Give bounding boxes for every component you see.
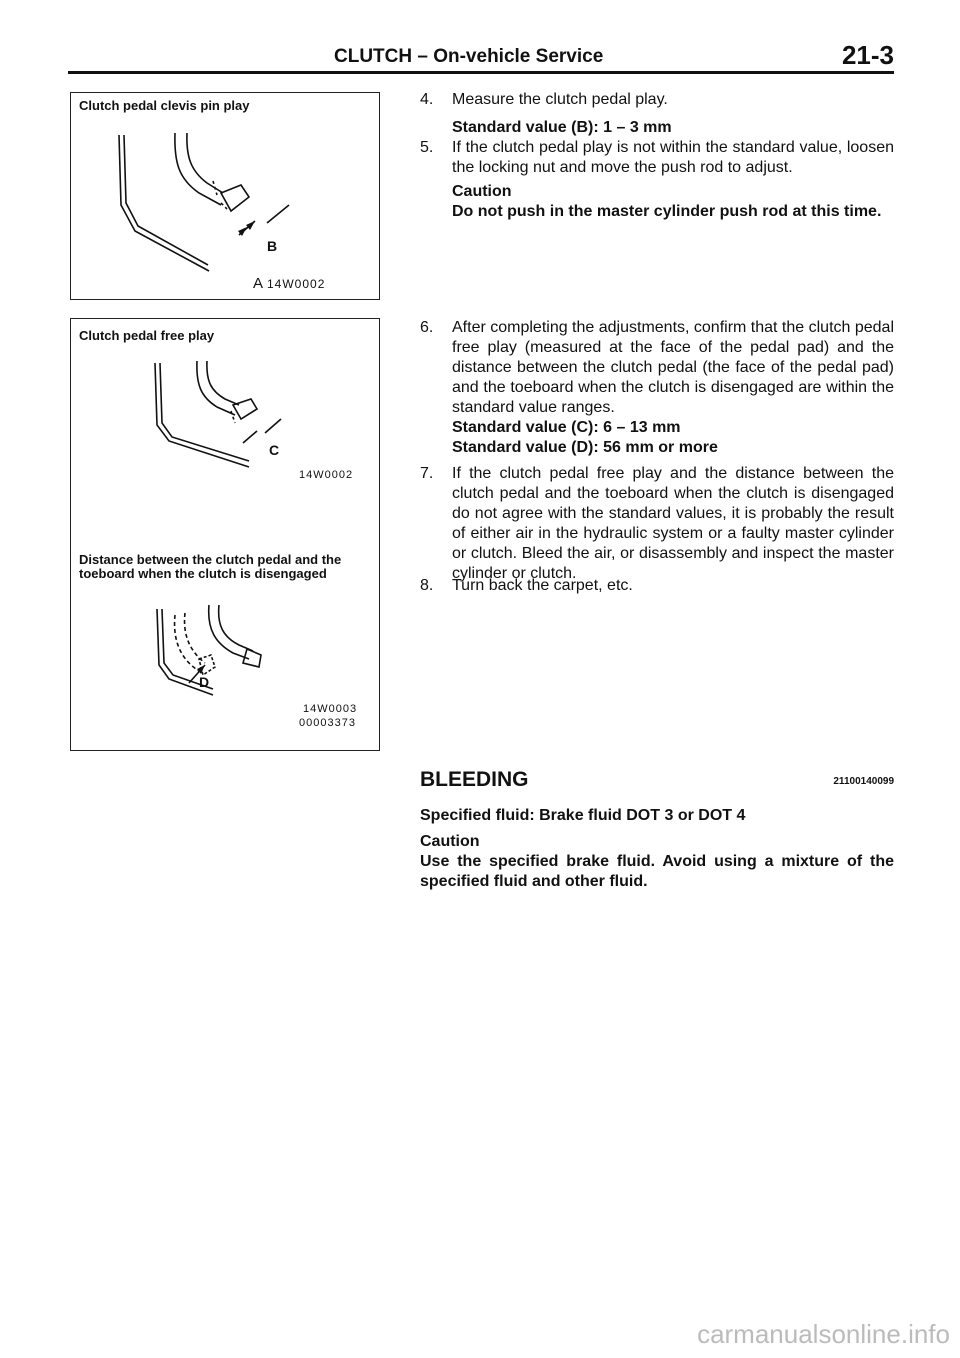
standard-value-d: Standard value (D): 56 mm or more: [452, 439, 718, 456]
caution-text: Do not push in the master cylinder push rod at this time.: [452, 203, 882, 220]
figure-code-d2: 00003373: [299, 717, 356, 729]
figure-caption-2-line2: toeboard when the clutch is disengaged: [79, 566, 327, 581]
figure-caption-2-line1: Distance between the clutch pedal and the: [79, 552, 342, 567]
figure-clevis-pin-play: [70, 92, 380, 300]
step-5: [420, 138, 894, 178]
clevis-pin-play-drawing: [71, 93, 379, 299]
step-6: [420, 318, 894, 418]
step-number: 4.: [420, 91, 434, 108]
figure-caption: Clutch pedal clevis pin play: [79, 98, 250, 113]
section-bleeding: [420, 768, 894, 890]
step-number: 6.: [420, 319, 434, 336]
figure-caption: Clutch pedal free play: [79, 328, 215, 343]
header-title: CLUTCH – On-vehicle Service: [334, 46, 604, 67]
specified-fluid: Specified fluid: Brake fluid DOT 3 or DOT 4: [420, 807, 746, 824]
step-text: If the clutch pedal play is not within the standard value, loosen the locking nut and move the push rod to adjust.: [452, 139, 894, 176]
step-number: 7.: [420, 465, 434, 482]
step-number: 8.: [420, 577, 434, 594]
step-8: [420, 576, 894, 596]
figure-code: 14W0002: [267, 277, 326, 291]
label-b: B: [267, 238, 278, 254]
step-text: Turn back the carpet, etc.: [452, 577, 633, 594]
header-rule: [68, 71, 894, 74]
watermark: carmanualsonline.info: [697, 1319, 950, 1349]
step-7: [420, 464, 894, 584]
caution-title: Caution: [452, 183, 512, 200]
free-play-drawing: [71, 319, 379, 750]
page-header: [68, 40, 894, 74]
caution-text: Use the specified brake fluid. Avoid using a mixture of the specified fluid and other fluid.: [420, 853, 894, 890]
section-title: BLEEDING: [420, 768, 529, 791]
step-text: After completing the adjustments, confirm that the clutch pedal free play (measured at the face of the pedal pad) and the distance between the clutch pedal (the face of the pedal pad) and the toeboard when the clutch is disengaged are within the standard value ranges.: [452, 319, 895, 416]
figure-code-d: 14W0003: [303, 703, 358, 715]
step-text: If the clutch pedal free play and the distance between the clutch pedal and the toeboard when the clutch is disengaged do not agree with the standard values, it is probably the result of either air in the hydraulic system or a faulty master cylinder or clutch. Bleed the air, or disassembly and inspect the master cylinder or clutch.: [452, 465, 894, 582]
step-number: 5.: [420, 139, 434, 156]
step-text: Measure the clutch pedal play.: [452, 91, 668, 108]
standard-value-c: Standard value (C): 6 – 13 mm: [452, 419, 681, 436]
section-code: 21100140099: [833, 776, 894, 787]
caution-title: Caution: [420, 833, 480, 850]
label-d: D: [199, 674, 210, 690]
figure-code-prefix: A: [253, 275, 265, 292]
step-4: [420, 90, 894, 110]
figure-code-c: 14W0002: [299, 469, 354, 481]
figure-free-play-and-distance: [70, 318, 380, 751]
page-number: 21-3: [841, 40, 894, 70]
standard-value-b: Standard value (B): 1 – 3 mm: [452, 119, 672, 136]
label-c: C: [269, 442, 280, 458]
